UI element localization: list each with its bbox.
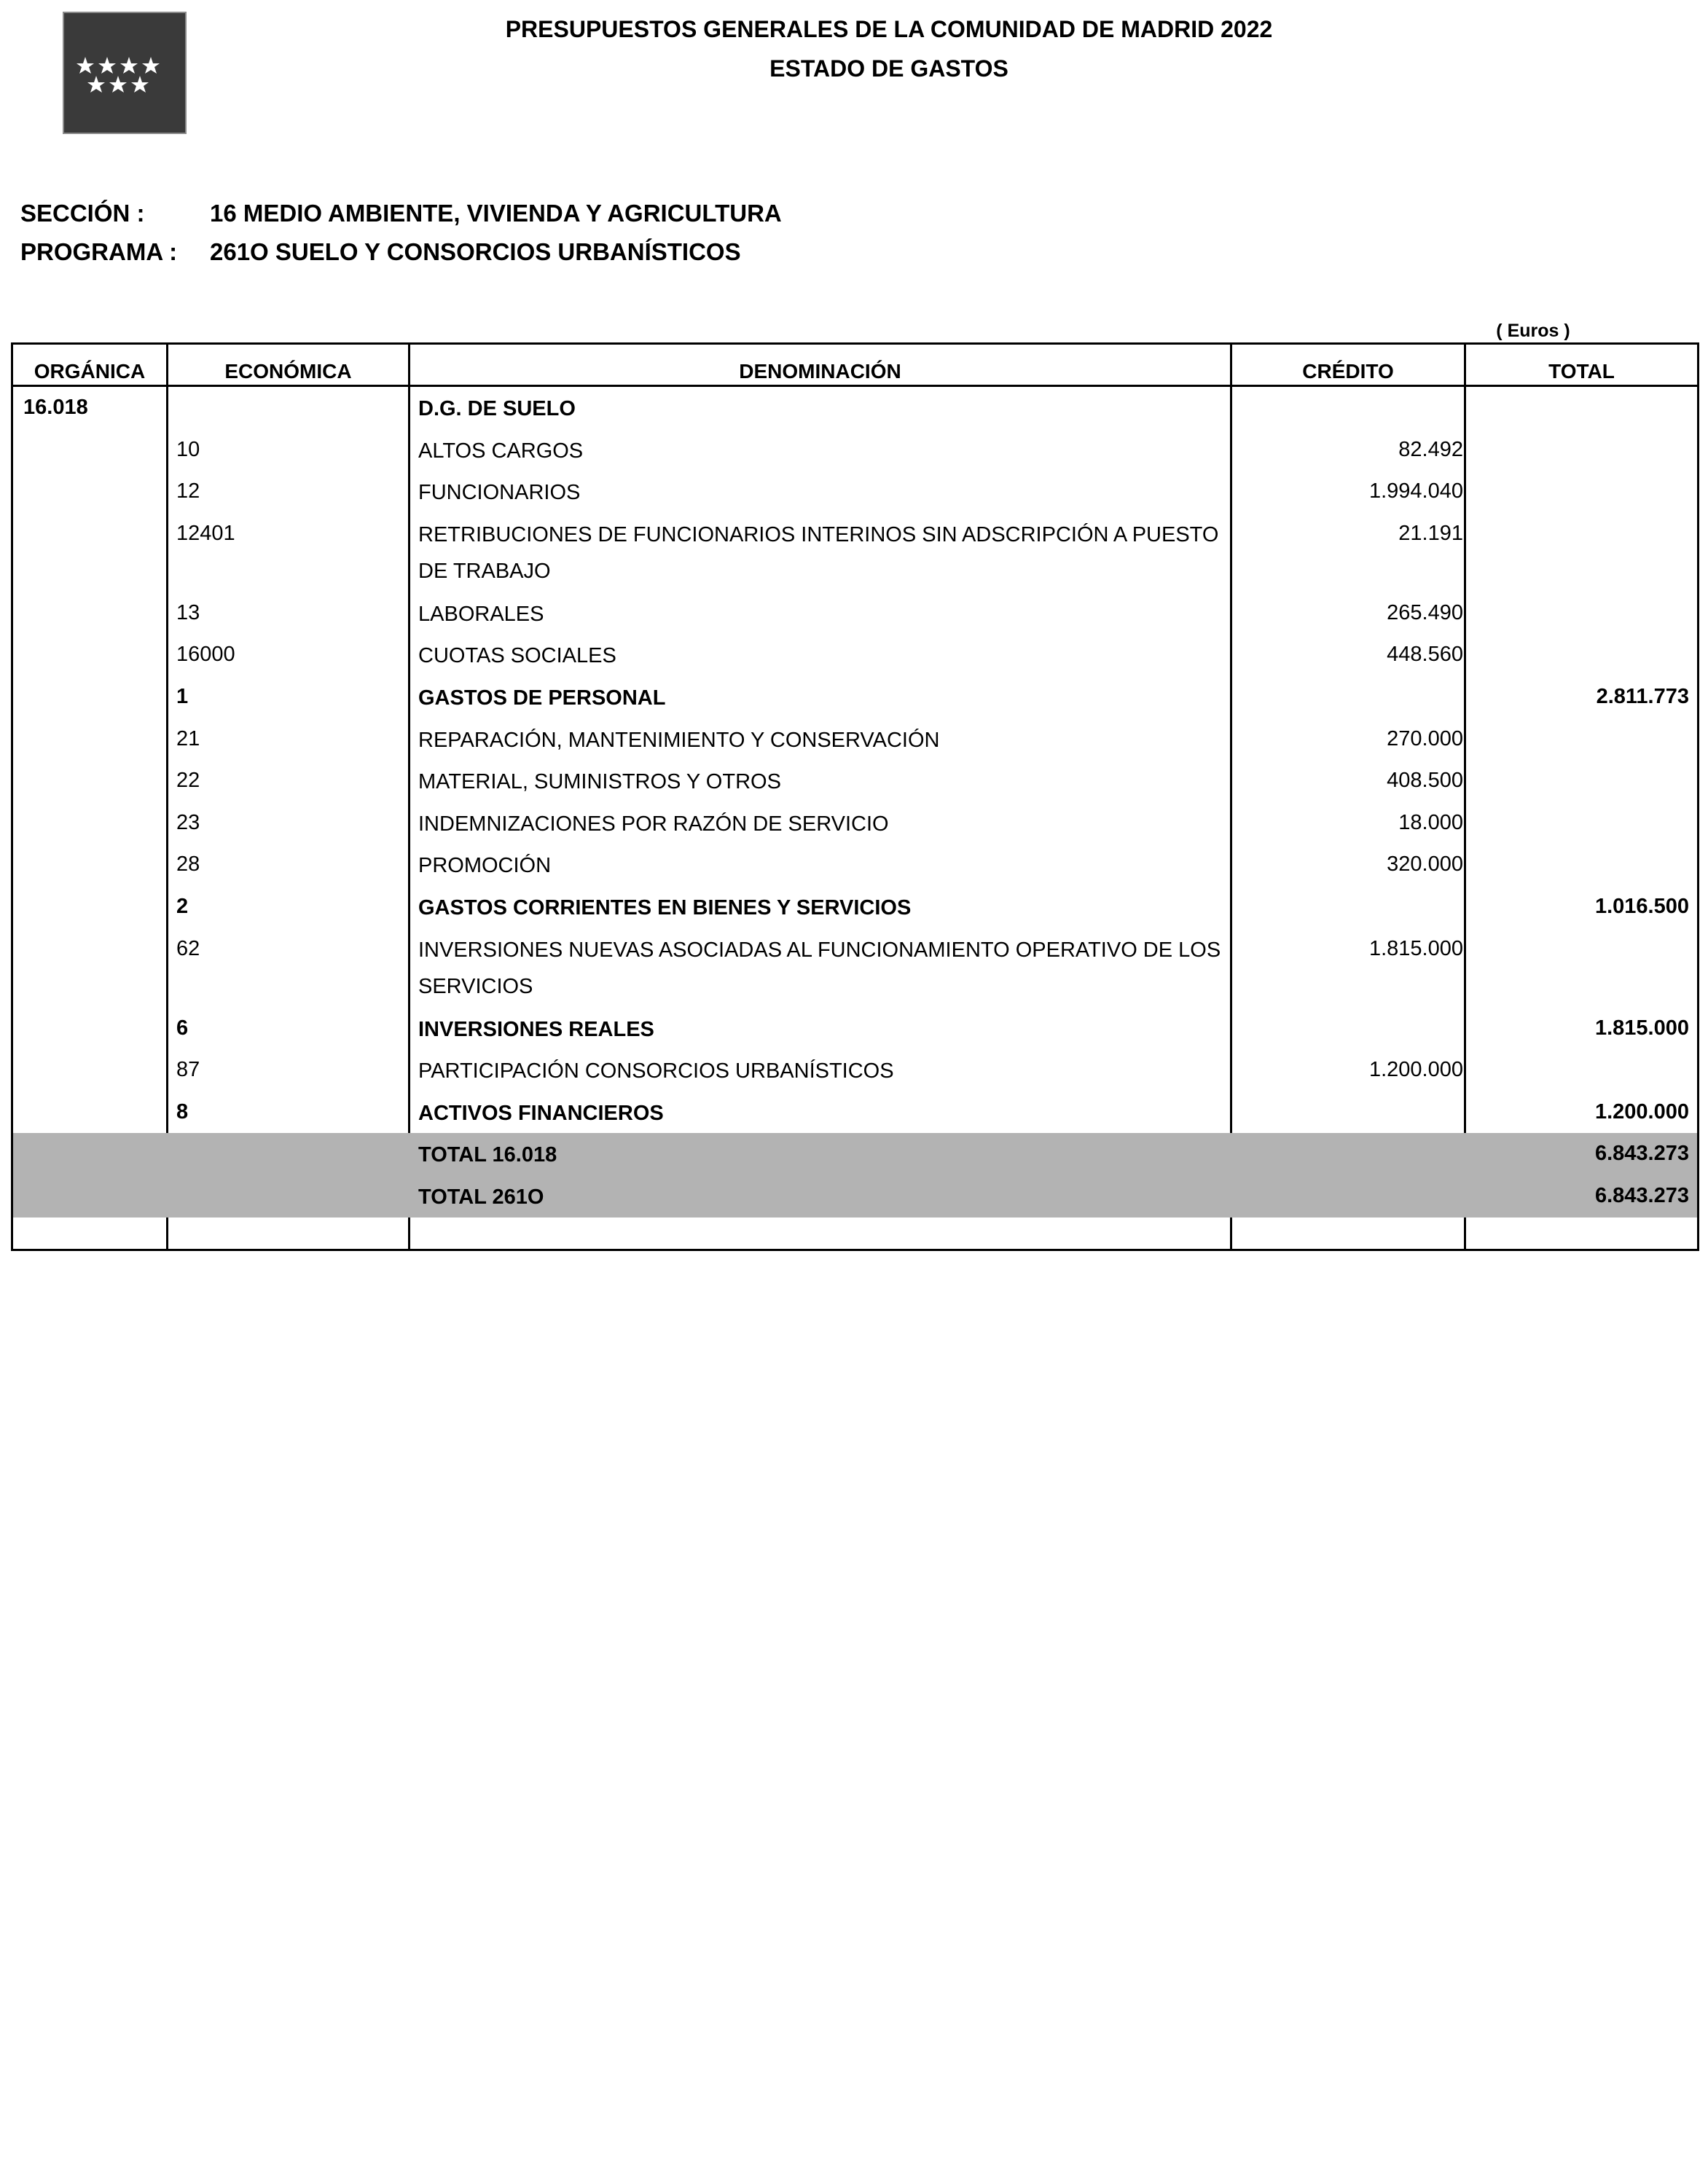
cell-denominacion: INVERSIONES REALES <box>418 1017 654 1041</box>
cell-economica: 2 <box>176 894 189 918</box>
table-row <box>13 844 1697 886</box>
cell-credito: 82.492 <box>1398 437 1463 461</box>
cell-credito: 408.500 <box>1387 769 1463 793</box>
table-row <box>13 634 1697 676</box>
table-row <box>13 471 1697 513</box>
table-row <box>13 1049 1697 1091</box>
cell-economica: 6 <box>176 1016 189 1040</box>
cell-economica: 13 <box>176 600 200 624</box>
document-subtitle: ESTADO DE GASTOS <box>769 55 1008 82</box>
seccion-label: SECCIÓN : <box>20 200 145 227</box>
table-row <box>13 1008 1697 1050</box>
cell-credito: 448.560 <box>1387 643 1463 667</box>
cell-credito: 1.994.040 <box>1368 479 1463 503</box>
table-row <box>13 1133 1697 1175</box>
table-row <box>13 387 1697 429</box>
programa-value: 261O SUELO Y CONSORCIOS URBANÍSTICOS <box>210 238 741 265</box>
table-row <box>13 592 1697 635</box>
madrid-stars-logo-icon <box>63 12 187 134</box>
cell-credito: 1.815.000 <box>1368 936 1463 960</box>
cell-denominacion: INDEMNIZACIONES POR RAZÓN DE SERVICIO <box>418 812 889 836</box>
cell-total: 6.843.273 <box>1594 1142 1689 1166</box>
cell-economica: 16000 <box>176 643 235 667</box>
table-row <box>13 1175 1697 1218</box>
cell-denominacion: D.G. DE SUELO <box>418 397 576 420</box>
cell-denominacion: LABORALES <box>418 602 544 626</box>
cell-credito: 18.000 <box>1398 810 1463 834</box>
cell-economica: 28 <box>176 852 200 877</box>
cell-denominacion: CUOTAS SOCIALES <box>418 644 616 668</box>
cell-total: 1.200.000 <box>1594 1099 1689 1124</box>
cell-denominacion: ALTOS CARGOS <box>418 439 584 463</box>
currency-unit: ( Euros ) <box>1496 321 1570 341</box>
cell-economica: 12401 <box>176 521 235 545</box>
cell-credito: 265.490 <box>1387 600 1463 624</box>
table-row <box>13 886 1697 928</box>
cell-credito: 270.000 <box>1387 726 1463 750</box>
col-header-organica: ORGÁNICA <box>34 360 146 383</box>
cell-credito: 1.200.000 <box>1368 1058 1463 1082</box>
cell-denominacion: PROMOCIÓN <box>418 854 552 878</box>
table-row <box>13 513 1697 592</box>
cell-economica: 62 <box>176 936 200 960</box>
cell-denominacion: RETRIBUCIONES DE FUNCIONARIOS INTERINOS SIN ADSCRIPCIÓN A PUESTO DE TRABAJO <box>418 522 1219 583</box>
cell-denominacion: TOTAL 261O <box>418 1185 544 1209</box>
table-row <box>13 760 1697 802</box>
col-header-economica: ECONÓMICA <box>224 360 352 383</box>
cell-economica: 1 <box>176 684 189 708</box>
table-row <box>13 429 1697 471</box>
cell-total: 1.815.000 <box>1594 1016 1689 1040</box>
cell-economica: 23 <box>176 810 200 834</box>
cell-total: 6.843.273 <box>1594 1183 1689 1207</box>
programa-label: PROGRAMA : <box>20 238 178 265</box>
cell-economica: 8 <box>176 1099 189 1124</box>
table-body <box>13 387 1697 1218</box>
cell-denominacion: MATERIAL, SUMINISTROS Y OTROS <box>418 770 781 794</box>
cell-total: 1.016.500 <box>1594 894 1689 918</box>
cell-organica: 16.018 <box>23 396 88 419</box>
cell-economica: 10 <box>176 437 200 461</box>
table-row <box>13 802 1697 844</box>
seccion-line <box>20 200 1113 229</box>
cell-economica: 22 <box>176 769 200 793</box>
table-row <box>13 676 1697 718</box>
cell-credito: 21.191 <box>1398 521 1463 545</box>
document-title: PRESUPUESTOS GENERALES DE LA COMUNIDAD DE MADRID 2022 <box>505 16 1273 42</box>
seccion-value: 16 MEDIO AMBIENTE, VIVIENDA Y AGRICULTURA <box>210 200 782 227</box>
cell-denominacion: GASTOS CORRIENTES EN BIENES Y SERVICIOS <box>418 895 912 920</box>
cell-denominacion: INVERSIONES NUEVAS ASOCIADAS AL FUNCIONAMIENTO OPERATIVO DE LOS SERVICIOS <box>418 938 1221 998</box>
cell-total: 2.811.773 <box>1596 684 1689 708</box>
col-header-total: TOTAL <box>1548 360 1615 383</box>
logo-stars <box>64 13 185 133</box>
cell-denominacion: ACTIVOS FINANCIEROS <box>418 1101 664 1125</box>
cell-denominacion: REPARACIÓN, MANTENIMIENTO Y CONSERVACIÓN <box>418 728 940 752</box>
cell-economica: 12 <box>176 479 200 503</box>
cell-denominacion: FUNCIONARIOS <box>418 481 581 505</box>
cell-credito: 320.000 <box>1387 852 1463 877</box>
programa-line <box>20 238 1113 267</box>
cell-economica: 87 <box>176 1058 200 1082</box>
col-header-denominacion: DENOMINACIÓN <box>739 360 901 383</box>
col-header-credito: CRÉDITO <box>1302 360 1394 383</box>
cell-denominacion: GASTOS DE PERSONAL <box>418 686 666 710</box>
cell-denominacion: TOTAL 16.018 <box>418 1143 557 1167</box>
cell-denominacion: PARTICIPACIÓN CONSORCIOS URBANÍSTICOS <box>418 1059 894 1083</box>
table-row <box>13 718 1697 761</box>
table-row <box>13 1091 1697 1134</box>
table-row <box>13 928 1697 1008</box>
cell-economica: 21 <box>176 726 200 750</box>
